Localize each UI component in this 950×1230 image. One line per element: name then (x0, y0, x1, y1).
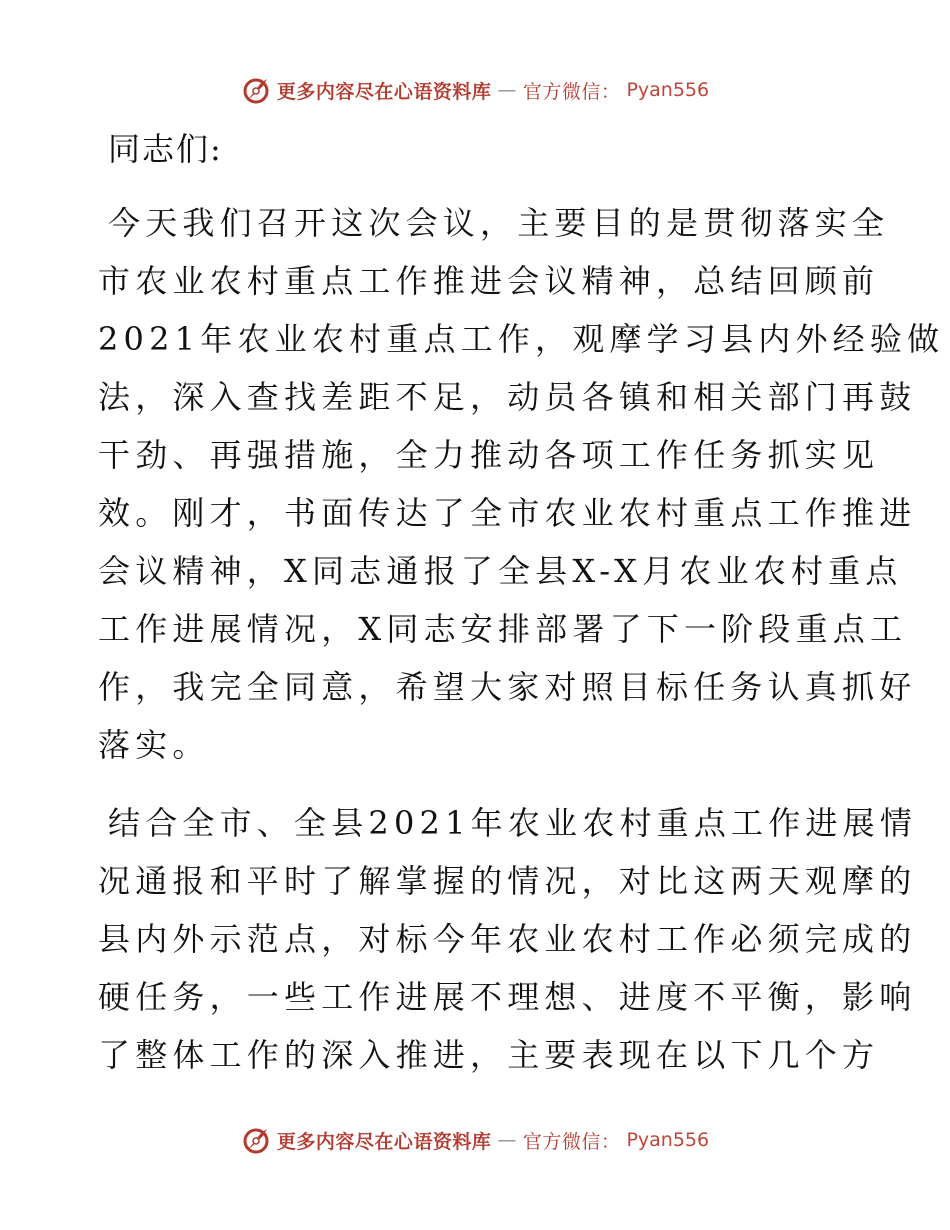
paragraph-1 (98, 194, 945, 774)
banner-dash: — (497, 79, 517, 101)
text-line: 作，我完全同意，希望大家对照目标任务认真抓好 (98, 668, 917, 706)
banner-wechat-id: Pyan556 (626, 79, 710, 101)
document-body (98, 120, 945, 1104)
quill-logo-icon (241, 75, 271, 105)
text-line: 效。刚才，书面传达了全市农业农村重点工作推进 (98, 494, 917, 532)
banner-dash: — (497, 1129, 517, 1151)
text-line: 会议精神，X同志通报了全县X-X月农业农村重点 (98, 552, 903, 590)
footer-watermark-banner (0, 1120, 950, 1160)
header-watermark-banner (0, 70, 950, 110)
greeting: 同志们: (108, 130, 223, 168)
text-line: 2021年农业农村重点工作，观摩学习县内外经验做 (98, 320, 945, 358)
text-line: 干劲、再强措施，全力推动各项工作任务抓实见 (98, 436, 880, 474)
text-line: 况通报和平时了解掌握的情况，对比这两天观摩的 (98, 862, 917, 900)
quill-logo-icon (241, 1125, 271, 1155)
text-line: 了整体工作的深入推进，主要表现在以下几个方 (98, 1036, 880, 1074)
paragraph-2 (98, 794, 918, 1084)
banner-wechat-id: Pyan556 (626, 1129, 710, 1151)
text-line: 硬任务，一些工作进展不理想、进度不平衡，影响 (98, 978, 917, 1016)
banner-title: 更多内容尽在心语资料库 (276, 1130, 492, 1153)
text-line: 法，深入查找差距不足，动员各镇和相关部门再鼓 (98, 378, 917, 416)
text-line: 县内外示范点，对标今年农业农村工作必须完成的 (98, 920, 917, 958)
text-line: 市农业农村重点工作推进会议精神，总结回顾前 (98, 262, 880, 300)
text-line: 落实。 (98, 726, 210, 764)
banner-wechat-label: 官方微信： (522, 80, 621, 103)
text-line: 工作进展情况，X同志安排部署了下一阶段重点工 (98, 610, 908, 648)
text-line: 今天我们召开这次会议，主要目的是贯彻落实全 (108, 204, 890, 242)
text-line: 结合全市、全县2021年农业农村重点工作进展情 (108, 804, 918, 842)
banner-wechat-label: 官方微信： (522, 1130, 621, 1153)
banner-title: 更多内容尽在心语资料库 (276, 80, 492, 103)
